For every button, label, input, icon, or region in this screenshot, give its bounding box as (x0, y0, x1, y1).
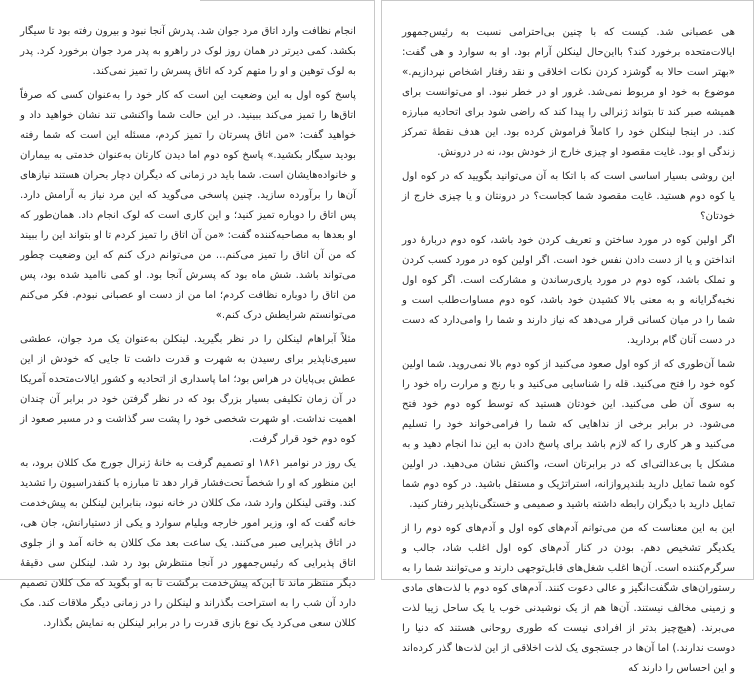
paragraph: انجام نظافت وارد اتاق مرد جوان شد. پدرش آنجا نبود و بیرون رفته بود تا سیگار بکشد. کمی دیرتر در همان روز لوک در راهرو به پدر مرد جوان برخورد کرد. پدر به لوک توهین و او را متهم کرد که اتاق پسرش را تمیز نمی‌کند. (20, 26, 356, 77)
paragraph: این روشی بسیار اساسی است که با اتکا به آن می‌توانید بگویید که در کوه اول یا کوه دوم هستید. غایت مقصود شما کجاست؟ در درونتان و یا چیزی خارج از خودتان؟ (402, 171, 735, 222)
paragraph: یک روز در نوامبر ۱۸۶۱ او تصمیم گرفت به خانهٔ ژنرال جورج مک کللان برود، به این منظور که او را شخصاً تحت‌فشار قرار دهد تا مبارزه با کنفدراسیون را تشدید کند. وقتی لینکلن وارد شد، مک کللان در خانه نبود، بنابراین لینکلن به پیش‌خدمت خانه گفت که او، وزیر امور خارجه ویلیام سوارد و یکی از دستیارانش، جان هی، در اتاق پذیرایی صبر می‌کنند. یک ساعت بعد مک کللان به خانه آمد و از جلوی اتاق پذیرایی که رئیس‌جمهور در آنجا منتظرش بود رد شد. لینکلن سی دقیقهٔ دیگر منتظر ماند تا این‌که پیش‌خدمت برگشت تا به او بگوید که مک کللان تصمیم دارد آن شب را به استراحت بگذراند و لینکلن را در زمانی دیگر ملاقات کند. مک کللان سعی می‌کرد یک نوع بازی قدرت را در برابر لینکلن به نمایش بگذارد. (19, 458, 356, 629)
paragraph: مثلاً آبراهام لینکلن را در نظر بگیرید. لینکلن به‌عنوان یک مرد جوان، عطشی سیری‌ناپذیر برای رسیدن به شهرت و قدرت داشت تا جایی که خودش از این عطش بی‌پایان در هراس بود؛ اما پاسداری از اتحادیه و کشور ایالات‌متحده آمریکا در آن زمان تکلیفی بسیار بزرگ بود که در نظر گرفتن خود در برابر آن چندان اهمیت نداشت. او شهرت شخصی خود را پشت سر گذاشت و در مسیر صعود از کوه دوم خود قرار گرفت. (20, 334, 356, 445)
right-page (381, 0, 754, 674)
paragraph: شما آن‌طوری که از کوه اول صعود می‌کنید از کوه دوم بالا نمی‌روید. شما اولین کوه خود را فتح می‌کنید. قله را شناسایی می‌کنید و با رنج و مرارت راه خود را به سوی آن طی می‌کنید. این خودتان هستید که توسط کوه دوم خود فتح می‌شود. در برابر برخی از نداهایی که شما را فرامی‌خواند خود را تسلیم می‌کنید و هر کاری را که لازم باشد برای پاسخ دادن به این ندا انجام دهید و به مشکل یا بی‌عدالتی‌ای که در برابرتان است، واکنش نشان می‌دهید. در اولین کوه شما تمایل دارید بلندپروازانه، استراتژیک و مستقل باشید. در کوه دوم شما تمایل دارید با دیگران رابطه داشته باشید و صمیمی و خستگی‌ناپذیر رفتار کنید. (402, 359, 735, 510)
paragraph: این به این معناست که من می‌توانم آدم‌های کوه اول و آدم‌های کوه دوم را از یکدیگر تشخیص دهم. بودن در کنار آدم‌های کوه اول اغلب شاد، جالب و سرگرم‌کننده است. آن‌ها اغلب شغل‌های قابل‌توجهی دارند و می‌توانند شما را به رستوران‌های شگفت‌انگیز و عالی دعوت کنند. آدم‌های کوه دوم با لذت‌های مادی و زمینی مخالف نیستند. آن‌ها هم از یک نوشیدنی خوب یا یک ساحل زیبا لذت می‌برند. (هیچ‌چیز بدتر از افرادی نیست که طوری روحانی هستند که دنیا را دوست ندارند.) اما آن‌ها در جستجوی یک لذت اخلاقی از این لذت‌ها گذر کرده‌اند و این احساس را دارند که (402, 523, 735, 674)
paragraph: پاسخ کوه اول به این وضعیت این است که کار خود را به‌عنوان کسی که صرفاً اتاق‌ها را تمیز می‌کند ببینید. در این حالت شما واکنشی تند نشان خواهید داد و خواهید گفت: «من اتاق پسرتان را تمیز کردم، مسئله این است که شما رفته بودید سیگار بکشید.» پاسخ کوه دوم اما دیدن کارتان به‌عنوان خدمتی به بیماران و خانواده‌هایشان است. شما باید در زمانی که دیگران دچار بحران هستند نیازهای آن‌ها را برآورده سازید. چنین پاسخی می‌گوید که این مرد نیاز به آرامش دارد. پس اتاق را دوباره تمیز کنید؛ و این کاری است که لوک انجام داد. همان‌طور که او بعدها به مصاحبه‌کننده گفت: «من آن اتاق را تمیز کردم تا او بتواند این را ببیند که من آن اتاق را تمیز می‌کنم... من می‌توانم درک کنم که این وضعیت چطور می‌تواند باشد. شش ماه بود که پسرش آنجا بود. او کمی ناامید شده بود، پس من اتاق را دوباره نظافت کردم؛ اما من از دست او عصبانی نبودم. فکر می‌کنم می‌توانستم شرایطش درک کنم.» (20, 90, 356, 321)
paragraph: اگر اولین کوه در مورد ساختن و تعریف کردن خود باشد، کوه دوم دربارهٔ دور انداختن و یا از دست دادن نفس خود است. اگر اولین کوه در مورد کسب کردن و تملک باشد، کوه دوم در مورد یاری‌رساندن و مشارکت است. اگر کوه اول نخبه‌گرایانه و به معنی بالا کشیدن خود باشد، کوه دوم مساوات‌طلب است و شما را در میان کسانی قرار می‌دهد که نیاز دارند و شما را وامی‌دارد که دست در دست آنان گام بردارید. (402, 235, 735, 346)
left-page-text (20, 22, 356, 638)
left-page (0, 0, 375, 629)
paragraph: هی عصبانی شد. کیست که با چنین بی‌احترامی نسبت به رئیس‌جمهور ایالات‌متحده برخورد کند؟ بااین‌حال لینکلن آرام بود. او به سوارد و هی گفت: «بهتر است حالا به گوشزد کردن نکات اخلاقی و نقد رفتار اشخاص نپردازیم.» موضوع به خود او مربوط نمی‌شد. غرور او در خطر نبود. او می‌توانست برای همیشه صبر کند تا بتواند ژنرالی را پیدا کند که راضی شود برای اتحادیه مبارزه کند. در اینجا لینکلن خود را کاملاً فراموش کرده بود. این هدف نقطهٔ تمرکز زندگی او بود. غایت مقصود او چیزی خارج از خودش بود، نه در درونش. (402, 27, 735, 158)
right-page-text (402, 23, 735, 683)
